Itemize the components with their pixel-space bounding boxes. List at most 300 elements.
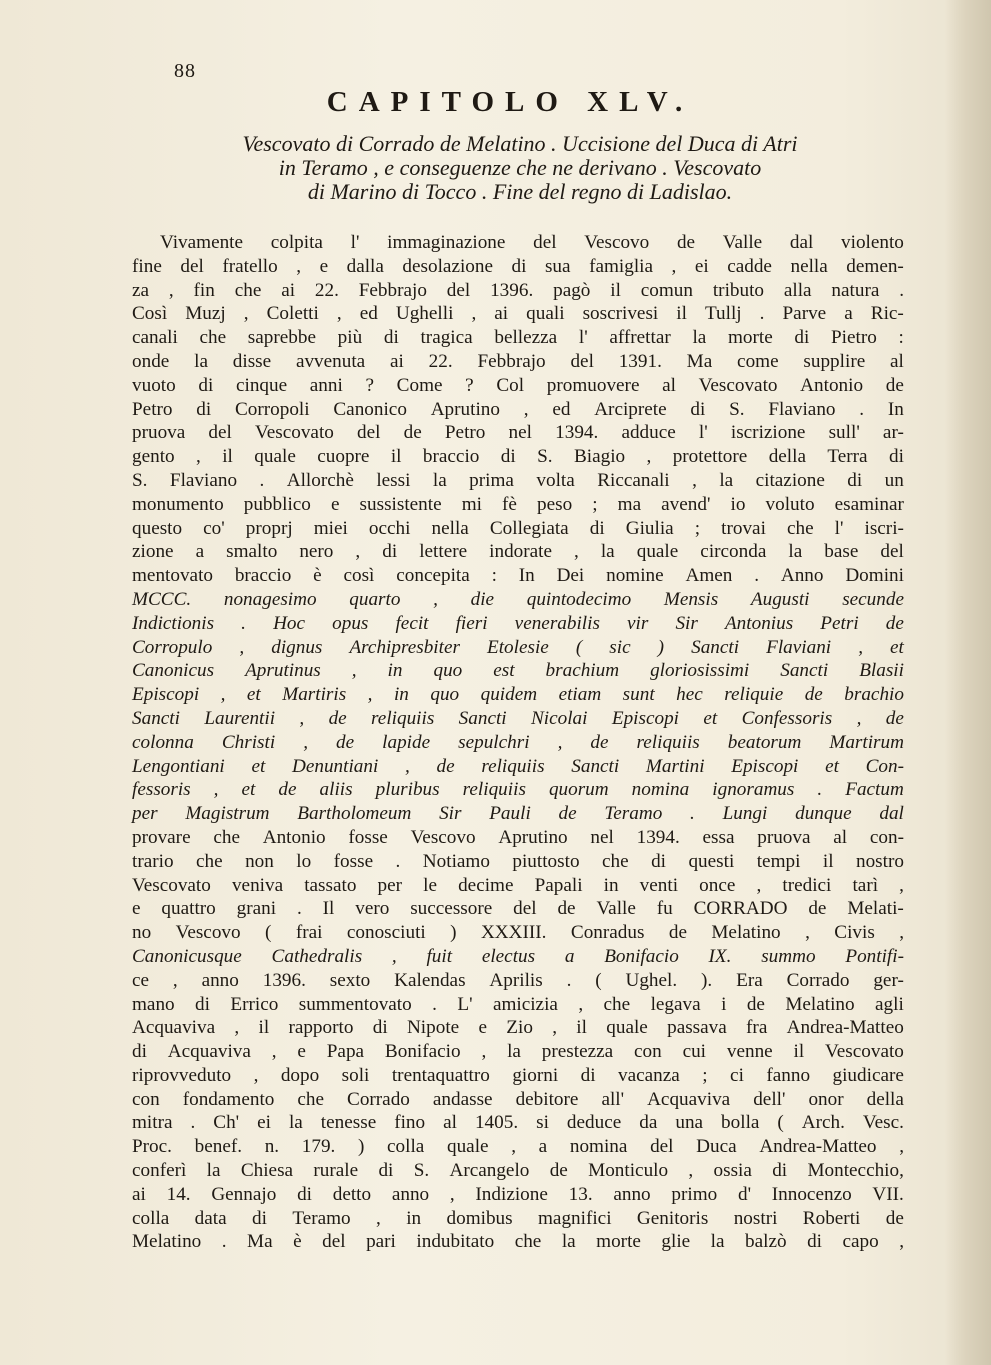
word: cinque xyxy=(235,374,288,396)
word: 1396. xyxy=(490,279,534,301)
word: de xyxy=(278,779,297,801)
word: Vesc. xyxy=(862,1112,904,1134)
word: come xyxy=(737,350,779,372)
word: 1394. xyxy=(636,826,680,848)
word: prima xyxy=(469,469,514,491)
word: 1394. xyxy=(555,422,599,444)
text-line xyxy=(132,493,904,517)
word: Col xyxy=(496,374,525,396)
word: tenesse xyxy=(320,1112,377,1134)
word: andasse xyxy=(432,1088,493,1110)
word: S. xyxy=(132,469,148,491)
word: Terra xyxy=(827,446,868,468)
text-line xyxy=(132,826,904,850)
word: balzò xyxy=(745,1231,787,1253)
word: citazione xyxy=(755,469,825,491)
text-line xyxy=(132,755,904,779)
word: . xyxy=(754,565,760,587)
word: fu xyxy=(656,898,673,920)
word: di xyxy=(132,1041,147,1063)
word: Pietro xyxy=(831,327,877,349)
word: once xyxy=(699,874,736,896)
word: onde xyxy=(132,350,170,372)
word: Sancti xyxy=(780,660,829,682)
text-line xyxy=(132,921,904,945)
word: , xyxy=(523,398,529,420)
word: pluribus xyxy=(375,779,440,801)
word: di xyxy=(500,446,516,468)
word: passava xyxy=(667,1017,727,1039)
word: Vescovato xyxy=(698,374,778,396)
page-gutter-shadow xyxy=(945,0,991,1365)
word: amicizia xyxy=(492,993,558,1015)
word: hec xyxy=(676,684,703,706)
word: e xyxy=(478,1017,487,1039)
word: di xyxy=(847,469,863,491)
word: , xyxy=(578,993,584,1015)
word: brachium xyxy=(545,660,620,682)
word: Riccanali xyxy=(597,469,670,491)
text-line xyxy=(132,445,904,469)
word: reliquiis xyxy=(371,707,435,729)
word: violento xyxy=(841,232,904,253)
word: Nipote xyxy=(406,1017,460,1039)
word: nomina xyxy=(631,779,690,801)
word: Vescovo xyxy=(410,826,476,848)
word: al xyxy=(443,1112,457,1134)
word: grani xyxy=(236,898,277,920)
word: Sir xyxy=(439,803,462,825)
word: di xyxy=(252,1207,267,1229)
word: del xyxy=(533,232,557,253)
word: Gennajo xyxy=(211,1183,277,1205)
word: in xyxy=(387,660,403,682)
word: Indizione xyxy=(475,1183,548,1205)
word: di xyxy=(382,541,398,563)
word: Allorchè xyxy=(286,469,354,491)
word: zione xyxy=(132,541,174,563)
word: mi xyxy=(461,493,482,515)
word: Zio xyxy=(506,1017,533,1039)
word: Ch' xyxy=(213,1112,240,1134)
text-line xyxy=(132,279,904,303)
word: un xyxy=(884,469,904,491)
word: alla xyxy=(783,279,812,301)
word: magnifici xyxy=(538,1207,612,1229)
word: fieri xyxy=(455,612,488,634)
word: nonagesimo xyxy=(223,588,317,610)
body-text xyxy=(132,231,904,1254)
word: frai xyxy=(295,922,323,944)
word: del xyxy=(513,898,537,920)
word: Flaviano xyxy=(169,469,238,491)
word: Canonicusque xyxy=(132,945,242,967)
word: sua xyxy=(544,255,571,277)
word: braccio xyxy=(234,565,292,587)
word: Melati- xyxy=(847,898,904,920)
text-line xyxy=(132,326,904,350)
word: Monticulo xyxy=(588,1160,669,1182)
word: n. xyxy=(264,1136,280,1158)
word: Tullj xyxy=(705,303,742,325)
word: Acquaviva xyxy=(647,1088,731,1110)
word: colla xyxy=(132,1207,170,1229)
text-line xyxy=(132,255,904,279)
word: lettere xyxy=(419,541,468,563)
word: , xyxy=(213,779,219,801)
word: de xyxy=(808,898,827,920)
word: soli xyxy=(341,1064,370,1086)
word: reliquiis xyxy=(481,755,545,777)
word: soscrivesi xyxy=(582,303,659,325)
word: ; xyxy=(694,517,701,539)
word: . xyxy=(566,969,572,991)
word: e xyxy=(132,898,141,920)
word: Sancti xyxy=(132,707,180,729)
word: conferì xyxy=(132,1160,187,1182)
word: di xyxy=(807,1231,822,1253)
word: di xyxy=(772,1160,788,1182)
word: MCCC. xyxy=(132,588,192,610)
word: Flaviano xyxy=(768,398,836,420)
word: quo xyxy=(433,660,463,682)
word: lapide xyxy=(382,731,431,753)
word: per xyxy=(377,874,403,896)
word: Sancti xyxy=(458,707,507,729)
word: Febbrajo xyxy=(477,350,546,372)
word: Febbrajo xyxy=(358,279,427,301)
word: trentaquattro xyxy=(391,1064,490,1086)
word: fè xyxy=(502,493,517,515)
word: Magistrum xyxy=(185,803,270,825)
word: avend' xyxy=(661,493,711,515)
word: agli xyxy=(875,993,904,1015)
word: a xyxy=(564,945,575,967)
word: e xyxy=(319,255,329,277)
word: a xyxy=(538,1136,548,1158)
word: del xyxy=(322,1231,346,1253)
word: che xyxy=(199,327,227,349)
word: mentovato xyxy=(132,565,213,587)
word: Giulia xyxy=(625,517,674,539)
word: conosciuti xyxy=(346,922,426,944)
text-line xyxy=(132,707,904,731)
summary-line: in Teramo , e conseguenze che ne derivano . Vescovato xyxy=(278,155,762,180)
word: In xyxy=(518,565,535,587)
word: primo xyxy=(671,1183,718,1205)
word: miei xyxy=(313,517,348,539)
word: ai xyxy=(494,303,509,325)
word: etiam xyxy=(558,684,602,706)
word: che xyxy=(786,517,814,539)
word: con- xyxy=(869,826,904,848)
word: Blasii xyxy=(859,660,904,682)
word: la xyxy=(206,1160,221,1182)
word: venne xyxy=(726,1041,773,1063)
word: affrettar xyxy=(609,327,671,349)
word: tragica xyxy=(420,327,473,349)
word: Melatino xyxy=(132,1231,202,1253)
word: Notiamo xyxy=(422,850,490,872)
word: summentovato xyxy=(298,993,412,1015)
word: , xyxy=(671,255,677,277)
word: Factum xyxy=(845,779,904,801)
word: la xyxy=(507,1041,521,1063)
word: deduce xyxy=(566,1112,622,1134)
word: Aprutino xyxy=(498,826,568,848)
word: , xyxy=(552,1017,558,1039)
word: Bonifacio xyxy=(604,945,679,967)
text-line xyxy=(132,564,904,588)
word: Martirum xyxy=(829,731,904,753)
word: Melatino xyxy=(785,993,855,1015)
word: de xyxy=(668,922,687,944)
word: l' xyxy=(698,422,708,444)
word: ( xyxy=(265,922,272,944)
word: braccio xyxy=(422,446,480,468)
text-line xyxy=(132,398,904,422)
word: pagò xyxy=(553,279,591,301)
word: de xyxy=(558,803,577,825)
word: 179. xyxy=(301,1136,336,1158)
word: all' xyxy=(601,1088,625,1110)
word: d' xyxy=(737,1183,752,1205)
word: gento xyxy=(132,446,175,468)
word: , xyxy=(899,874,904,896)
word: Bonifacio xyxy=(384,1041,461,1063)
word: trovai xyxy=(721,517,766,539)
word: nomina xyxy=(569,1136,628,1158)
word: di xyxy=(383,327,399,349)
word: a xyxy=(195,541,205,563)
word: con xyxy=(132,1088,160,1110)
word: Aprilis xyxy=(489,969,543,991)
word: venti xyxy=(639,874,679,896)
word: dal xyxy=(789,232,814,253)
word: . xyxy=(899,279,904,301)
word: , xyxy=(299,707,305,729)
word: colla xyxy=(387,1136,425,1158)
word: del xyxy=(208,422,232,444)
text-line xyxy=(132,1159,904,1183)
word: vir xyxy=(627,612,649,634)
word: quale xyxy=(606,1017,648,1039)
word: IX. xyxy=(708,945,732,967)
word: de xyxy=(804,684,823,706)
word: le xyxy=(423,874,437,896)
word: nel xyxy=(590,826,614,848)
word: Vescovo xyxy=(584,232,650,253)
word: de xyxy=(885,1207,904,1229)
word: Montecchio, xyxy=(807,1160,904,1182)
text-line xyxy=(132,636,904,660)
word: sunt xyxy=(622,684,655,706)
word: ( xyxy=(595,969,602,991)
word: , xyxy=(805,922,810,944)
word: Nicolai xyxy=(530,707,588,729)
word: è xyxy=(313,565,322,587)
word: Christi xyxy=(221,731,276,753)
word: et xyxy=(241,779,256,801)
word: Flaviani xyxy=(766,636,832,658)
text-line xyxy=(132,374,904,398)
word: , xyxy=(271,1041,277,1063)
word: nomine xyxy=(606,565,664,587)
word: nostri xyxy=(733,1207,778,1229)
word: di xyxy=(589,517,605,539)
text-line xyxy=(132,731,904,755)
word: quo xyxy=(430,684,460,706)
word: voluto xyxy=(765,493,815,515)
word: . xyxy=(690,803,695,825)
word: non xyxy=(245,850,274,872)
word: del xyxy=(650,1136,674,1158)
word: CORRADO xyxy=(693,898,788,920)
text-line xyxy=(132,517,904,541)
word: da xyxy=(639,1112,658,1134)
word: nella xyxy=(790,255,828,277)
word: Teramo xyxy=(604,803,663,825)
word: cadde xyxy=(727,255,772,277)
word: Aprutinus xyxy=(245,660,321,682)
word: 14. xyxy=(166,1183,191,1205)
word: anno xyxy=(391,1183,430,1205)
word: ) xyxy=(657,636,665,658)
word: di xyxy=(196,398,212,420)
text-line xyxy=(132,778,904,802)
word: Il xyxy=(322,898,335,920)
word: fosse xyxy=(333,850,374,872)
word: che xyxy=(601,850,629,872)
word: dalla xyxy=(346,255,384,277)
word: , xyxy=(574,541,579,563)
word: nella xyxy=(431,517,469,539)
word: Mensis xyxy=(663,588,719,610)
text-line xyxy=(132,1230,904,1254)
word: , xyxy=(692,469,697,491)
word: piuttosto xyxy=(512,850,580,872)
word: nostro xyxy=(855,850,904,872)
word: Ma xyxy=(247,1231,273,1253)
word: della xyxy=(768,446,806,468)
word: Sancti xyxy=(691,636,740,658)
word: concepita xyxy=(396,565,470,587)
word: Ughelli xyxy=(395,303,454,325)
word: iscri- xyxy=(864,517,904,539)
word: Domini xyxy=(845,565,904,587)
word: Era xyxy=(736,969,763,991)
text-line xyxy=(132,612,904,636)
text-line xyxy=(132,302,904,326)
word: ; xyxy=(702,1064,708,1086)
word: . xyxy=(759,303,765,325)
text-line xyxy=(132,588,904,612)
word: riprovveduto xyxy=(132,1064,232,1086)
word: più xyxy=(337,327,363,349)
word: così xyxy=(343,565,375,587)
word: Augusti xyxy=(750,588,810,610)
text-line xyxy=(132,540,904,564)
word: sexto xyxy=(329,969,371,991)
word: Lengontiani xyxy=(132,755,225,777)
word: de xyxy=(557,898,576,920)
word: onor xyxy=(808,1088,844,1110)
word: Petro xyxy=(132,398,173,420)
word: reliquiis xyxy=(462,779,526,801)
word: , xyxy=(376,1207,381,1229)
word: e xyxy=(330,493,340,515)
word: lo xyxy=(296,850,312,872)
word: in xyxy=(393,684,409,706)
word: legava xyxy=(650,993,701,1015)
word: gloriosissimi xyxy=(650,660,750,682)
word: , xyxy=(688,1160,694,1182)
word: sic xyxy=(609,636,631,658)
word: che xyxy=(213,826,240,848)
word: la xyxy=(194,350,208,372)
word: provare xyxy=(132,826,191,848)
word: Aprutino xyxy=(430,398,500,420)
word: fin xyxy=(193,279,215,301)
word: fuit xyxy=(426,945,453,967)
word: , xyxy=(433,588,438,610)
word: Bartholomeum xyxy=(297,803,412,825)
word: Chiesa xyxy=(240,1160,294,1182)
word: di xyxy=(372,1017,388,1039)
word: pubblico xyxy=(243,493,311,515)
word: dunque xyxy=(795,803,852,825)
word: data xyxy=(194,1207,227,1229)
word: Collegiata xyxy=(489,517,569,539)
word: l' xyxy=(578,327,588,349)
word: nero xyxy=(299,541,334,563)
word: quale xyxy=(446,1136,489,1158)
word: de xyxy=(436,755,455,777)
word: bellezza xyxy=(494,327,558,349)
word: . xyxy=(221,1231,227,1253)
word: za xyxy=(132,279,150,301)
word: tempi xyxy=(756,850,801,872)
word: , xyxy=(168,279,174,301)
word: anno xyxy=(201,969,239,991)
word: di xyxy=(378,1160,394,1182)
text-line xyxy=(132,1135,904,1159)
word: quarto xyxy=(349,588,401,610)
text-line xyxy=(132,850,904,874)
text-line xyxy=(132,350,904,374)
word: Cathedralis xyxy=(271,945,363,967)
word: Vescovo xyxy=(175,922,241,944)
summary-line: di Marino di Tocco . Fine del regno di Ladislao. xyxy=(307,179,733,204)
word: Biagio xyxy=(573,446,626,468)
word: mano xyxy=(132,993,175,1015)
word: monumento xyxy=(132,493,224,515)
word: co' xyxy=(203,517,225,539)
word: benef. xyxy=(194,1136,243,1158)
word: Papali xyxy=(534,874,583,896)
text-line xyxy=(132,874,904,898)
word: opus xyxy=(332,612,369,634)
word: che xyxy=(514,1231,542,1253)
word: quidem xyxy=(480,684,538,706)
word: Pauli xyxy=(489,803,531,825)
word: ) xyxy=(357,1136,365,1158)
word: veniva xyxy=(231,874,284,896)
word: S. xyxy=(537,446,553,468)
word: pruova xyxy=(757,826,811,848)
word: sull' xyxy=(828,422,860,444)
word: Pontifi- xyxy=(845,945,904,967)
